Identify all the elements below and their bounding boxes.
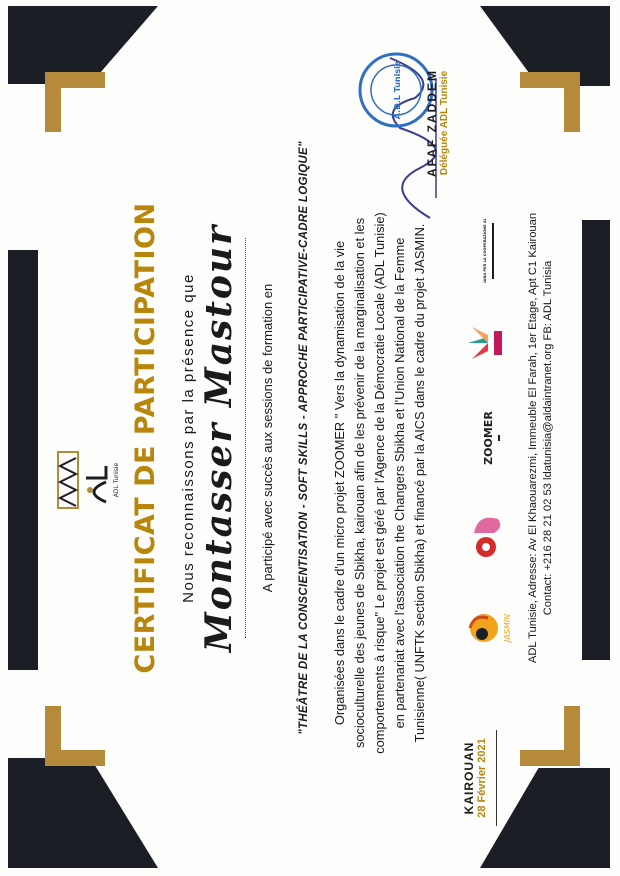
body-line: socioculturelle des jeunes de Sbikha, kairouan afin de les prévenir de la marginalisation et les [352, 218, 367, 748]
signatory [425, 48, 450, 198]
body-line: Tunisienne( UNFTK section Sbikha) et financé par la AICS dans le cadre du projet JASMIN. [412, 223, 427, 743]
svg-text:ZOOMER: ZOOMER [482, 411, 495, 465]
intro-text: Nous reconnaissons par la présence que [180, 273, 197, 603]
date: 28 Février 2021 [476, 738, 488, 818]
city: KAIROUAN [462, 741, 476, 815]
footer-contact-line: Contact: +216 28 21 02 53 ldatunisia@aldaintranet.org FB: ADL Tunisia [542, 260, 554, 616]
changers-logo [464, 313, 519, 373]
signatory-name: AFAF ZADDEM [425, 69, 439, 177]
training-title: "THÉÂTRE DE LA CONSCIENTISATION - SOFT SKILLS - APPROCHE PARTICIPATIVE-CADRE LOGIQUE" [298, 141, 310, 735]
certificate-title: CERTIFICAT DE PARTICIPATION [130, 202, 161, 674]
certificate-body [330, 168, 430, 798]
body-line: comportements à risque" Le projet est géré par l'Agence de la Démocratie Locale (ADL Tunisie) [372, 212, 387, 754]
svg-text:JASMIN: JASMIN [503, 613, 512, 643]
place-underline [496, 730, 497, 826]
partner-logos [460, 218, 520, 678]
participation-text: A participé avec succès aux sessions de formation en [260, 283, 275, 593]
footer-contact [526, 188, 556, 688]
certificate-sheet [30, 38, 590, 838]
recipient-name: Montasser Mastour [198, 223, 240, 653]
zoomer-logo [464, 408, 519, 468]
aics-logo [464, 219, 519, 283]
svg-text:A.D.L Tunisie: A.D.L Tunisie [393, 60, 402, 120]
adl-logo [56, 448, 122, 512]
unft-logo [464, 503, 519, 563]
svg-text:ADL Tunisie: ADL Tunisie [113, 462, 120, 498]
name-underline [245, 238, 246, 638]
svg-text:AGENZIA ITALIANA PER LA COOPER: AGENZIA ITALIANA PER LA COOPERAZIONE ALLO SVILUPPO [483, 219, 487, 283]
body-line: Organisées dans le cadre d'un micro projet ZOOMER " Vers la dynamisation de la vie [332, 240, 347, 726]
jasmin-logo [464, 598, 519, 658]
official-stamp [356, 50, 436, 130]
body-line: en partenariat avec l'association the Changers Sbikha et l'Union National de la Femme [392, 237, 407, 729]
footer-address: ADL Tunisie, Adresse: Av El Khaouarezmi, Immeuble El Farah, 1er Etage, Apt C1 Kairouan [527, 212, 539, 664]
place-date [462, 718, 488, 838]
signatory-role: Déléguée ADL Tunisie [439, 70, 450, 176]
